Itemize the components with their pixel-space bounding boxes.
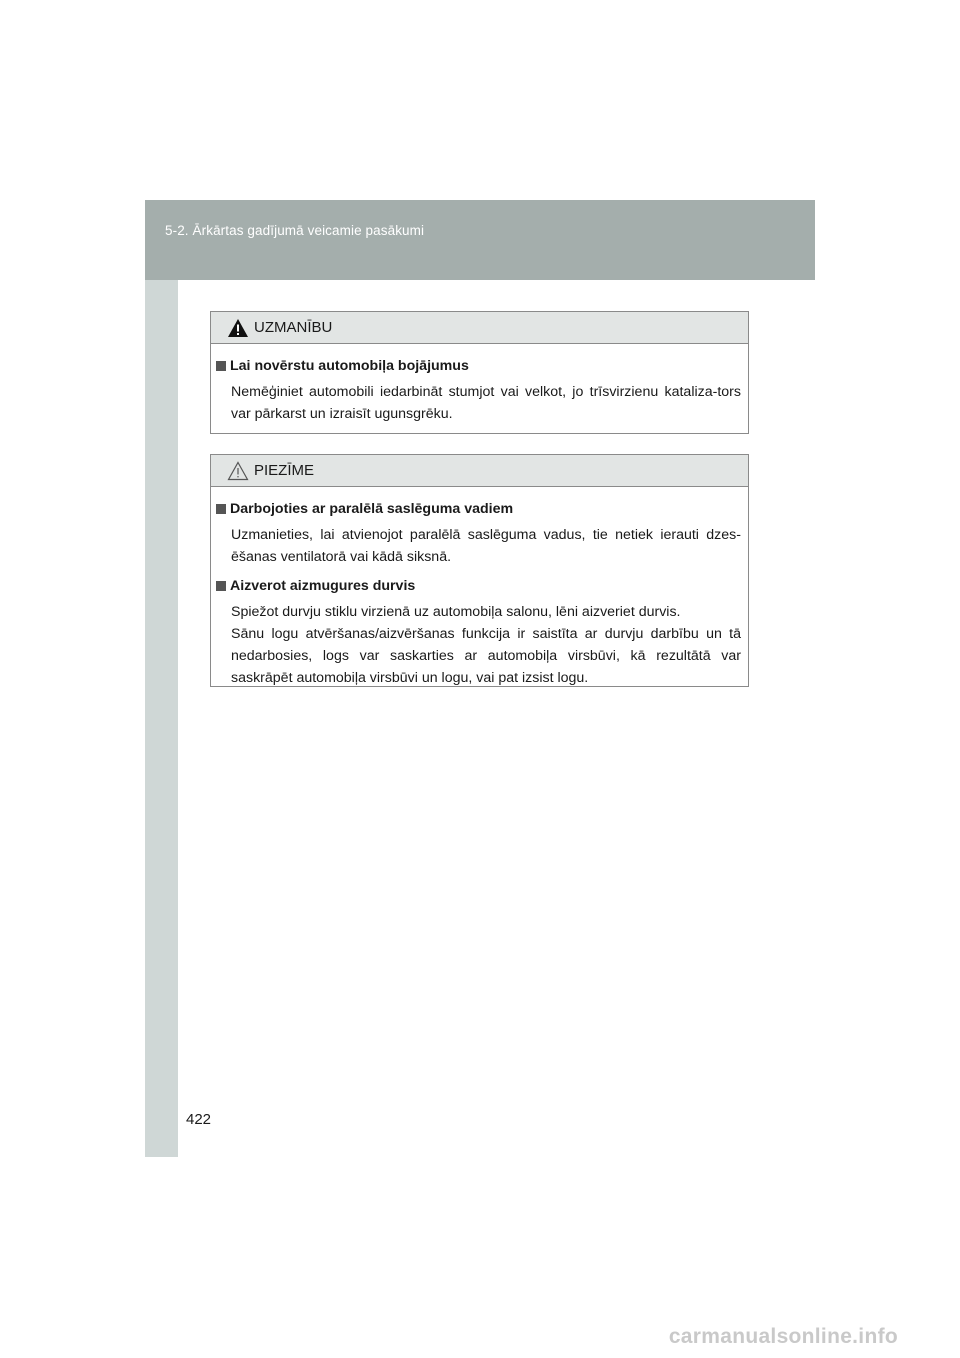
notice-box (210, 454, 749, 687)
item-paragraph: Nemēģiniet automobili iedarbināt stumjot vai velkot, jo trīsvirzienu kataliza-tors var pārkarst un izraisīt ugunsgrēku. (231, 384, 741, 422)
notice-title: PIEZĪME (254, 462, 315, 479)
page-number: 422 (186, 1111, 212, 1128)
caution-title: UZMANĪBU (254, 319, 333, 336)
section-title: 5-2. Ārkārtas gadījumā veicamie pasākumi (165, 223, 425, 238)
watermark-text: carmanualsonline.info (668, 1325, 898, 1348)
notice-body (211, 487, 748, 689)
item-heading: Lai novērstu automobiļa bojājumus (230, 358, 469, 374)
warning-triangle-icon (227, 318, 249, 338)
square-bullet-icon (216, 361, 226, 371)
notice-triangle-icon (227, 461, 249, 481)
item-paragraph: Spiežot durvju stiklu virzienā uz automobiļa salonu, lēni aizveriet durvis. (231, 604, 681, 620)
notice-box-header (211, 455, 748, 487)
section-header (145, 200, 815, 280)
page-side-strip (145, 280, 178, 1157)
item-heading: Aizverot aizmugures durvis (230, 578, 416, 594)
item-heading: Darbojoties ar paralēlā saslēguma vadiem (230, 501, 514, 517)
caution-body (211, 344, 748, 425)
caution-box-header (211, 312, 748, 344)
square-bullet-icon (216, 581, 226, 591)
caution-item (216, 355, 741, 425)
notice-item (216, 575, 741, 689)
item-paragraph: Sānu logu atvēršanas/aizvēršanas funkcija ir saistīta ar durvju darbību un tā nedarbosies, logs var saskarties ar automobiļa virsbūvi, kā rezultātā var saskrāpēt automobiļa virsbūvi un logu, vai pat izsist logu. (231, 626, 741, 686)
caution-box (210, 311, 749, 434)
item-paragraph: Uzmanieties, lai atvienojot paralēlā saslēguma vadus, tie netiek ierauti dzes-ēšanas ventilatorā vai kādā siksnā. (231, 527, 741, 565)
notice-item (216, 498, 741, 568)
square-bullet-icon (216, 504, 226, 514)
